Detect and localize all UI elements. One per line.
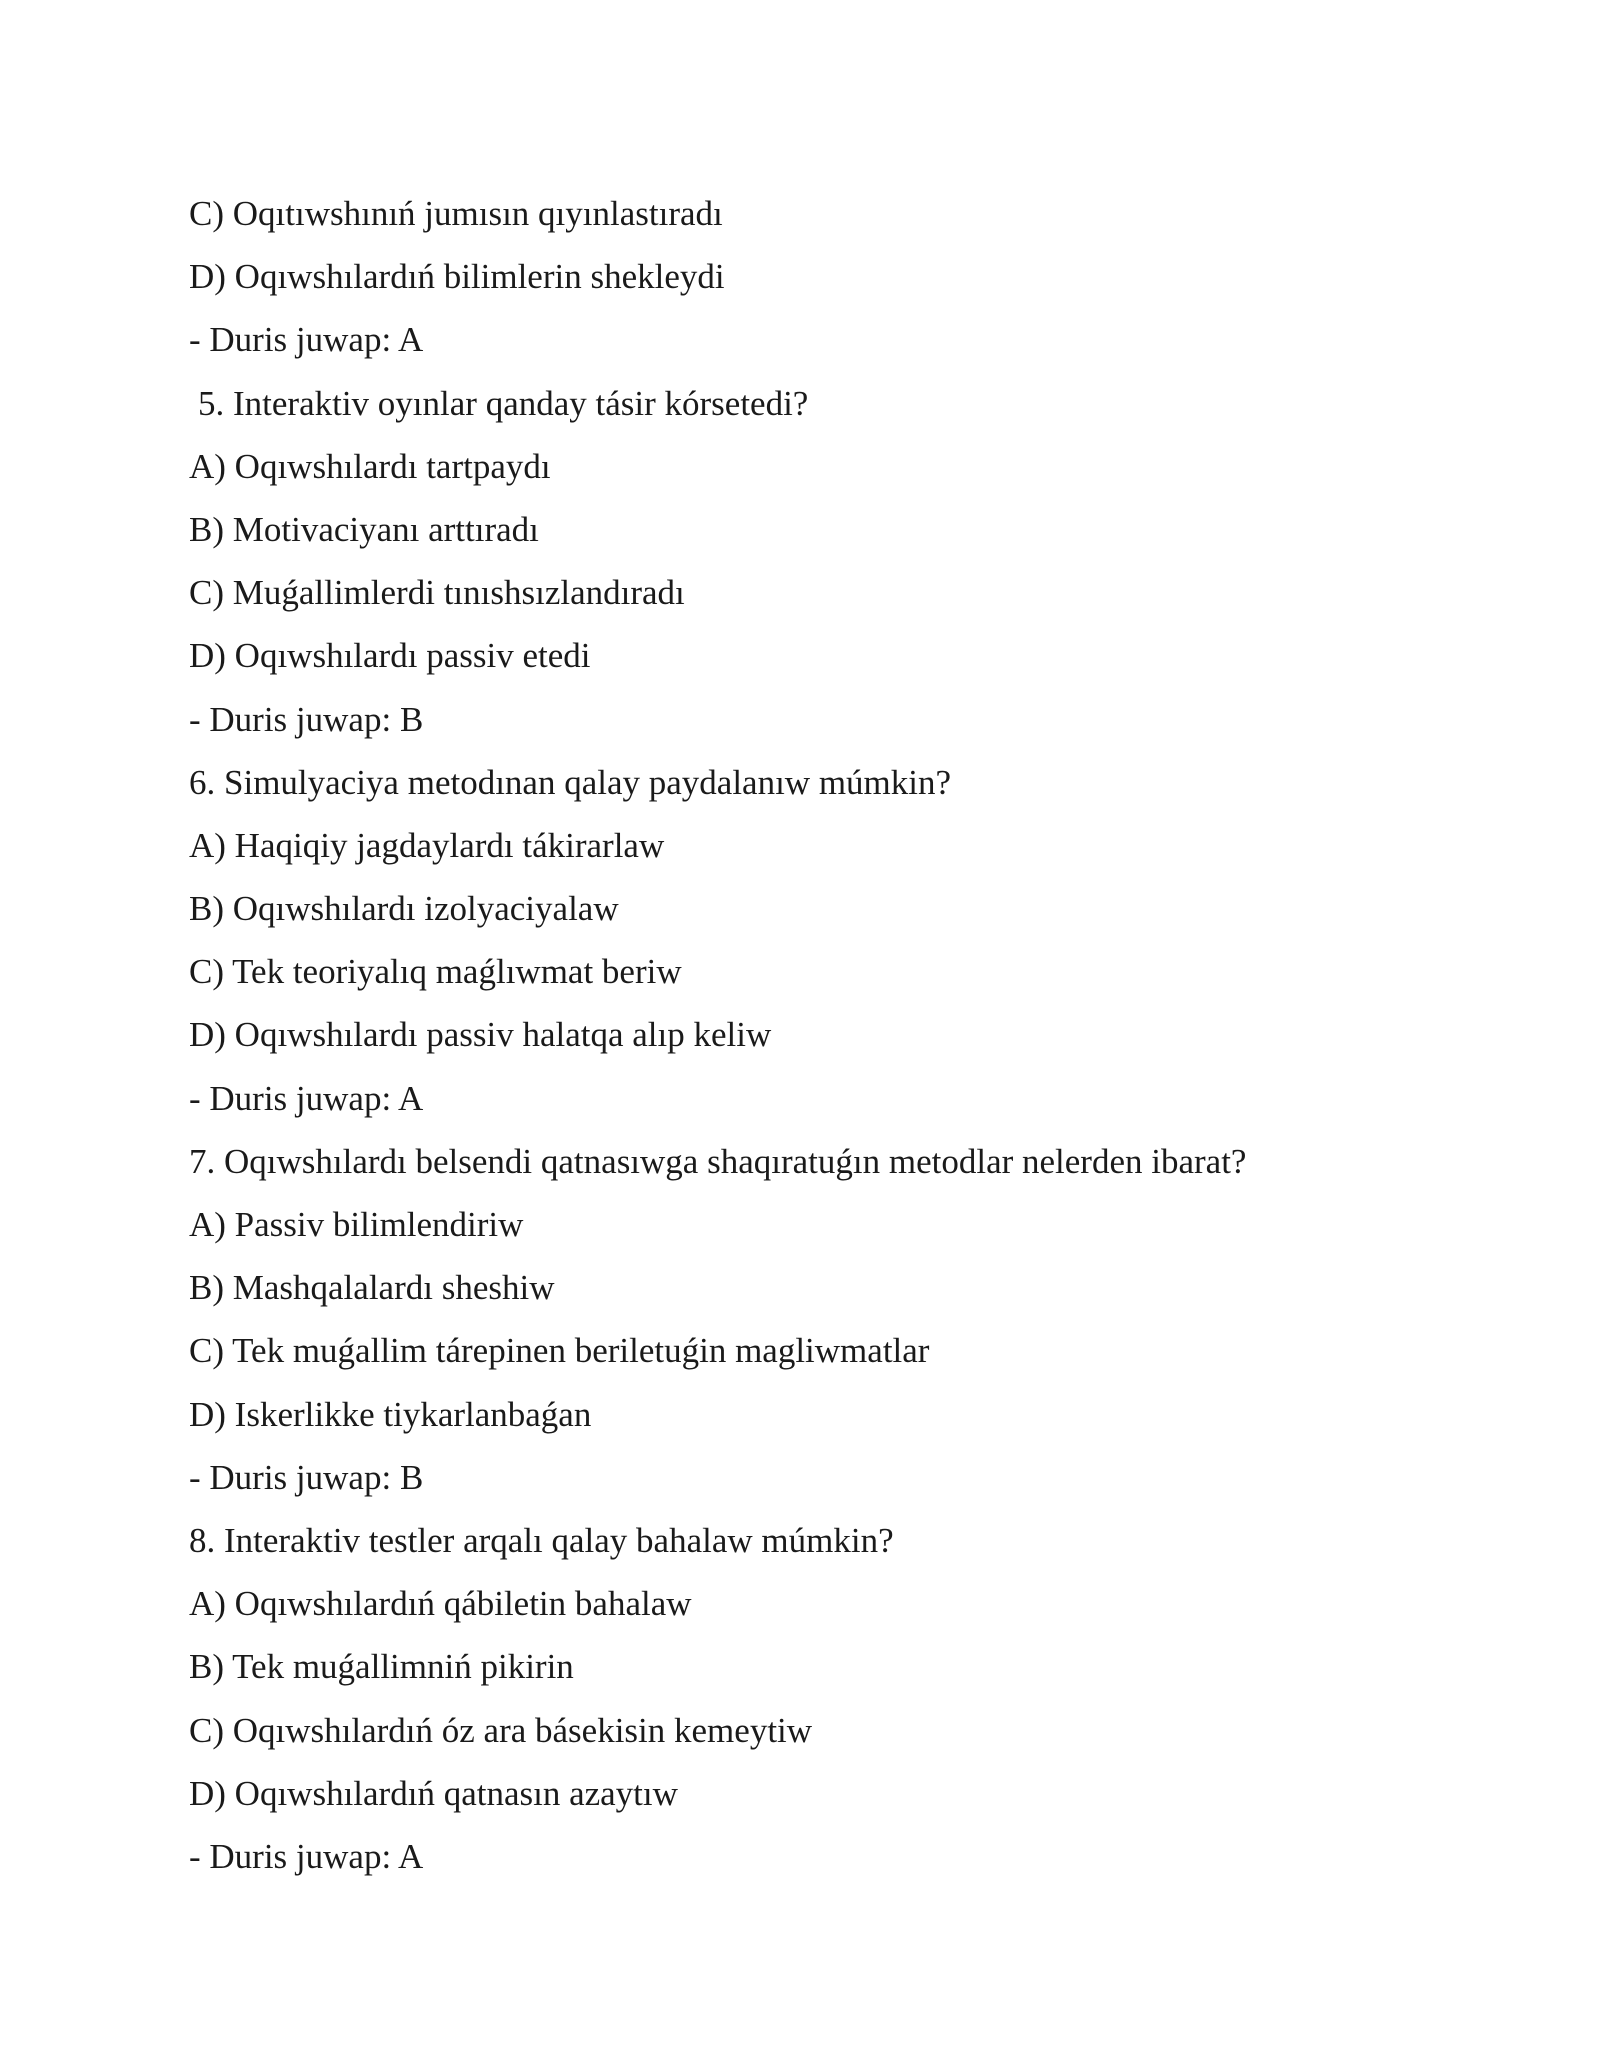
- question-5: 5. Interaktiv oyınlar qanday tásir kórsetedi?: [198, 383, 809, 423]
- question-7: 7. Oqıwshılardı belsendi qatnasıwga shaqıratuǵın metodlar nelerden ibarat?: [189, 1141, 1247, 1181]
- question-8-option-c: C) Oqıwshılardıń óz ara básekisin kemeytiw: [189, 1710, 813, 1750]
- question-5-option-a: A) Oqıwshılardı tartpaydı: [189, 446, 551, 486]
- option-d-line: D) Oqıwshılardıń bilimlerin shekleydi: [189, 257, 725, 297]
- question-7-option-d: D) Iskerlikke tiykarlanbaǵan: [189, 1394, 592, 1434]
- question-6-option-a: A) Haqiqiy jagdaylardı tákirarlaw: [189, 825, 665, 865]
- answer-line: - Duris juwap: A: [189, 320, 424, 360]
- question-6-option-c: C) Tek teoriyalıq maǵlıwmat beriw: [189, 952, 682, 992]
- question-5-option-b: B) Motivaciyanı arttıradı: [189, 509, 539, 549]
- question-5-option-d: D) Oqıwshılardı passiv etedi: [189, 636, 591, 676]
- question-6-option-d: D) Oqıwshılardı passiv halatqa alıp keliw: [189, 1015, 772, 1055]
- question-8-option-b: B) Tek muǵallimniń pikirin: [189, 1647, 574, 1687]
- quiz-text-body: [189, 182, 1489, 1888]
- question-8-option-d: D) Oqıwshılardıń qatnasın azaytıw: [189, 1773, 678, 1813]
- question-7-option-c: C) Tek muǵallim tárepinen beriletuǵin magliwmatlar: [189, 1331, 930, 1371]
- question-7-option-b: B) Mashqalalardı sheshiw: [189, 1268, 555, 1308]
- question-5-answer: - Duris juwap: B: [189, 699, 424, 739]
- question-7-option-a: A) Passiv bilimlendiriw: [189, 1205, 524, 1244]
- question-8-option-a: A) Oqıwshılardıń qábiletin bahalaw: [189, 1584, 692, 1624]
- option-c-line: C) Oqıtıwshınıń jumısın qıyınlastıradı: [189, 194, 723, 233]
- question-6-option-b: B) Oqıwshılardı izolyaciyalaw: [189, 889, 619, 929]
- question-6: 6. Simulyaciya metodınan qalay paydalanıw múmkin?: [189, 762, 952, 802]
- question-8-answer: - Duris juwap: A: [189, 1836, 424, 1876]
- question-7-answer: - Duris juwap: B: [189, 1457, 424, 1497]
- question-6-answer: - Duris juwap: A: [189, 1078, 424, 1118]
- question-5-option-c: C) Muǵallimlerdi tınıshsızlandıradı: [189, 573, 685, 613]
- question-8: 8. Interaktiv testler arqalı qalay bahalaw múmkin?: [189, 1520, 894, 1560]
